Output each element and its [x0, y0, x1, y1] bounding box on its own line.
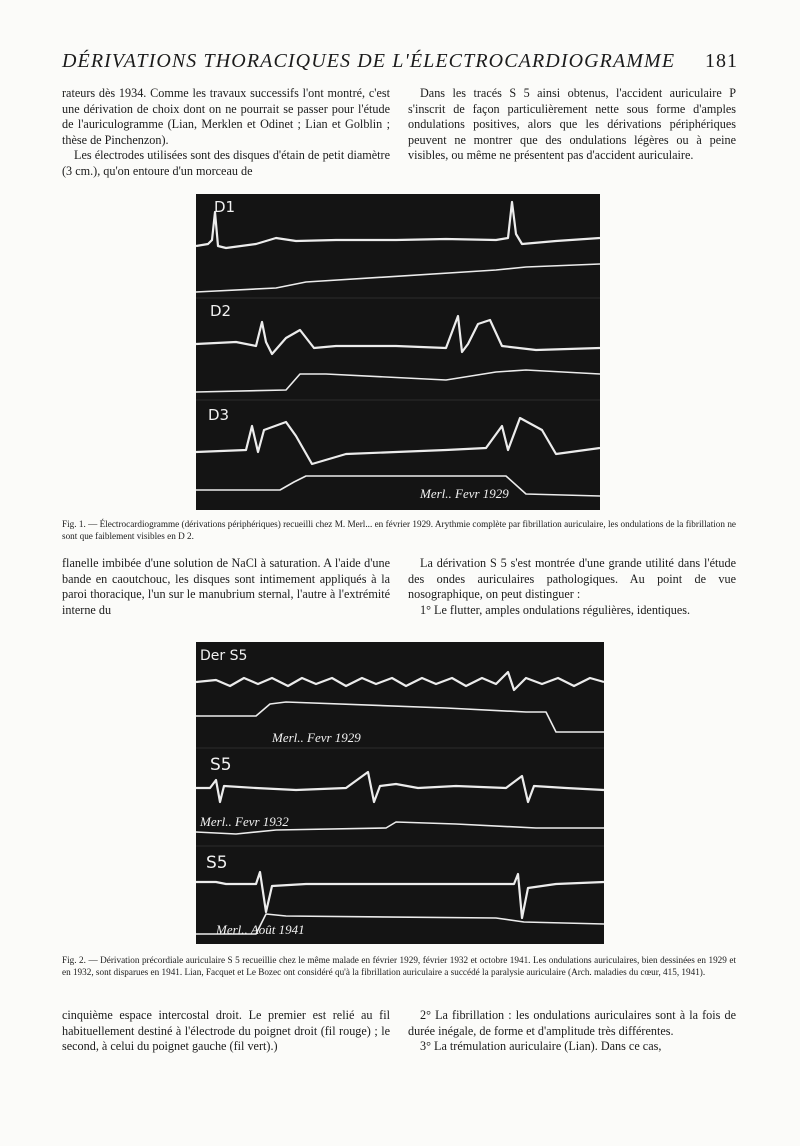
figure-1-traces [196, 194, 600, 510]
paragraph: 3° La trémulation auriculaire (Lian). Dans ce cas, [420, 1039, 662, 1054]
page-number: 181 [705, 50, 738, 72]
top-right-column [408, 86, 736, 164]
signature-1932: Merl.. Fevr 1932 [200, 814, 289, 829]
trace-label-der-s5: Der S5 [200, 648, 248, 664]
top-left-column [62, 86, 390, 180]
mid-left-column [62, 556, 390, 618]
paragraph: rateurs dès 1934. Comme les travaux successifs l'ont montré, c'est une dérivation de choix dont on ne pourrait se passer pour l'étude de l'auriculogramme (Lian, Merklen et Odinet ; Lian et Golblin ; thèse de Pinchenzon). [62, 86, 390, 147]
trace-label-s5: S5 [206, 853, 228, 873]
bottom-left-column [62, 1008, 390, 1055]
paragraph: La dérivation S 5 s'est montrée d'une grande utilité dans l'étude des ondes auriculaires pathologiques. Au point de vue nosographique, on peut distinguer : [408, 556, 736, 602]
paragraph: flanelle imbibée d'une solution de NaCl à saturation. A l'aide d'une bande en caoutchouc, les disques sont intimement appliqués à la paroi thoracique, l'un sur le manubrium sternal, l'autre à l'extrémité interne du [62, 556, 390, 617]
figure-2-ecg-image [196, 642, 604, 944]
trace-label-s5: S5 [210, 755, 232, 775]
figure-2-traces [196, 642, 604, 944]
paragraph: 2° La fibrillation : les ondulations auriculaires sont à la fois de durée inégale, de forme et d'amplitude très différentes. [408, 1008, 736, 1038]
paragraph: Les électrodes utilisées sont des disques d'étain de petit diamètre (3 cm.), qu'on entoure d'un morceau de [62, 148, 390, 178]
signature-1941: Merl.. Août 1941 [216, 922, 305, 937]
figure-1-ecg-image [196, 194, 600, 510]
trace-label-d3: D3 [208, 406, 230, 424]
mid-right-column [408, 556, 736, 618]
bottom-right-column [408, 1008, 736, 1055]
figure-1-caption: Fig. 1. — Électrocardiogramme (dérivations périphériques) recueilli chez M. Merl... en février 1929. Arythmie complète par fibrillation auriculaire, les ondulations de la fibrillation ne sont que faiblement visibles en D 2. [62, 519, 736, 541]
trace-label-d2: D2 [210, 302, 232, 320]
signature-1929: Merl.. Fevr 1929 [272, 730, 361, 745]
running-header [62, 50, 738, 76]
paragraph: Dans les tracés S 5 ainsi obtenus, l'accident auriculaire P s'inscrit de façon particulièrement nette sous forme d'amples ondulations positives, alors que les dérivations périphériques peuvent ne montrer que des ondulations légères ou à peine visibles, ou même ne présentent pas d'accident auriculaire. [408, 86, 736, 163]
paragraph: cinquième espace intercostal droit. Le premier est relié au fil habituellement destiné à l'électrode du poignet droit (fil rouge) ; le second, à celui du poignet gauche (fil vert).) [62, 1008, 390, 1054]
figure-2-caption: Fig. 2. — Dérivation précordiale auriculaire S 5 recueillie chez le même malade en février 1929, février 1932 et octobre 1941. Les ondulations auriculaires, bien dessinées en 1929 et en 1932, sont disparues en 1941. Lian, Facquet et Le Bozec ont considéré qu'à la fibrillation auriculaire a succédé la paralysie auriculaire (Arch. maladies du cœur, 415, 1941). [62, 955, 736, 977]
figure-1-signature: Merl.. Fevr 1929 [420, 486, 509, 501]
paragraph: 1° Le flutter, amples ondulations régulières, identiques. [420, 602, 691, 617]
running-title: DÉRIVATIONS THORACIQUES DE L'ÉLECTROCARDIOGRAMME [62, 50, 676, 72]
trace-label-d1: D1 [214, 198, 236, 216]
